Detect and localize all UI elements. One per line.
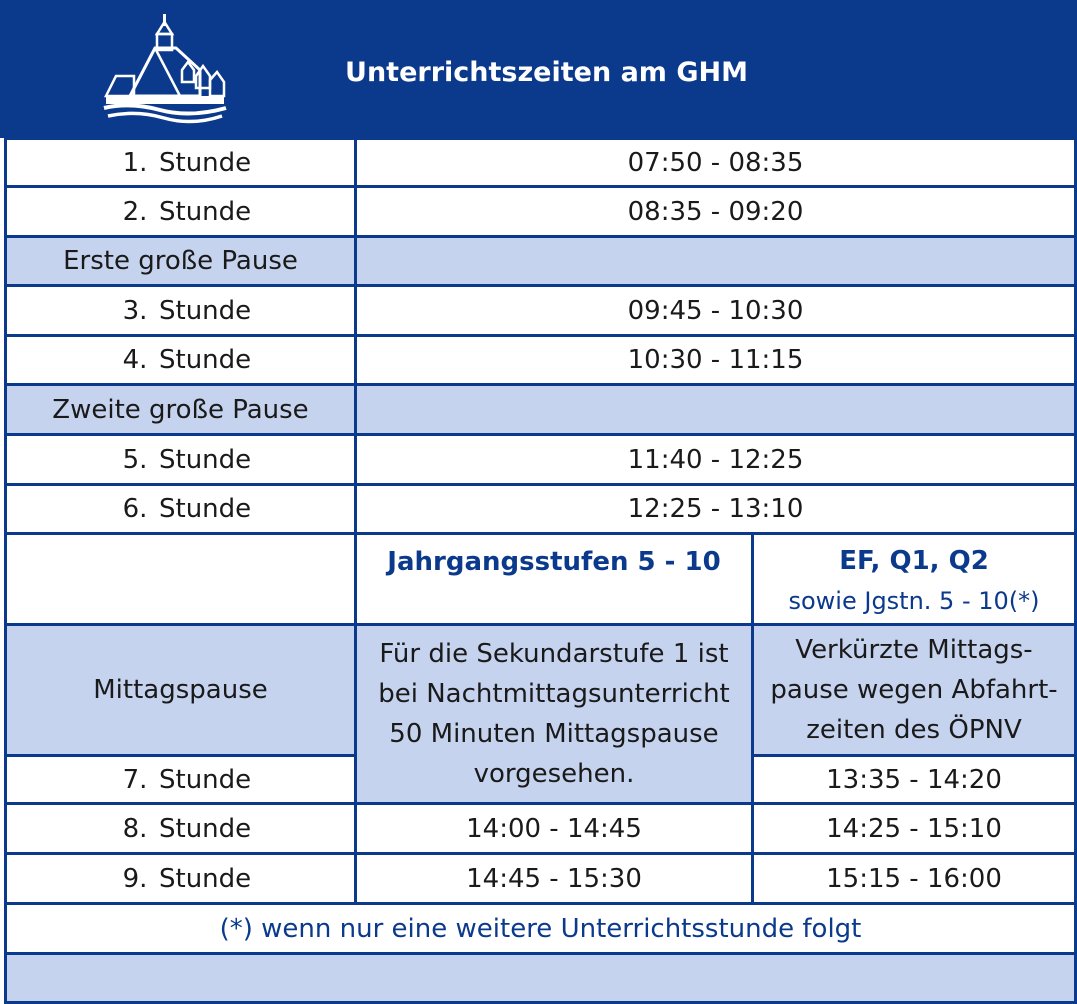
note-line: Verkürzte Mittags- [795, 635, 1033, 665]
period-2-label [4, 185, 357, 238]
period-7-sek2-time: 13:35 - 14:20 [751, 754, 1077, 805]
pause-2-label: Zweite große Pause [4, 383, 357, 436]
period-8-sek2-time: 14:25 - 15:10 [751, 802, 1077, 855]
period-word: Stunde [159, 196, 252, 227]
period-5-time: 11:40 - 12:25 [354, 433, 1077, 486]
period-word: Stunde [159, 444, 252, 475]
note-line: Für die Sekundarstufe 1 ist [379, 639, 729, 669]
note-line: zeiten des ÖPNV [806, 715, 1022, 745]
period-word: Stunde [159, 345, 252, 375]
period-1-label [4, 137, 357, 188]
period-6-label [4, 483, 357, 535]
column-header-sek1: Jahrgangsstufen 5 - 10 [354, 532, 754, 626]
lunch-break-label: Mittagspause [4, 623, 357, 757]
period-number: 9. [122, 863, 148, 894]
pause-1-blank [354, 235, 1077, 287]
note-line: vorgesehen. [473, 759, 635, 789]
period-9-sek1-time: 14:45 - 15:30 [354, 852, 754, 905]
note-line: pause wegen Abfahrt- [770, 675, 1058, 705]
period-word: Stunde [159, 813, 252, 844]
period-8-sek1-time: 14:00 - 14:45 [354, 802, 754, 855]
pause-2-blank [354, 383, 1077, 436]
note-line: 50 Minuten Mittagspause [389, 719, 719, 749]
footnote: (*) wenn nur eine weitere Unterrichtsstunde folgt [4, 902, 1077, 955]
period-number: 2. [122, 196, 148, 227]
period-9-sek2-time: 15:15 - 16:00 [751, 852, 1077, 905]
period-word: Stunde [159, 764, 252, 795]
column-header-sek2-title: EF, Q1, Q2 [839, 546, 989, 576]
period-word: Stunde [159, 863, 252, 894]
lunch-break-sek2-note [751, 623, 1077, 757]
period-2-time: 08:35 - 09:20 [354, 185, 1077, 238]
page-title: Unterrichtszeiten am GHM [345, 57, 748, 88]
period-number: 1. [122, 147, 148, 178]
period-7-label [4, 754, 357, 805]
period-8-label [4, 802, 357, 855]
period-word: Stunde [159, 494, 252, 524]
period-6-time: 12:25 - 13:10 [354, 483, 1077, 535]
period-5-label [4, 433, 357, 486]
period-word: Stunde [159, 295, 252, 326]
note-line: bei Nachtmittagsunterricht [378, 679, 730, 709]
period-1-time: 07:50 - 08:35 [354, 137, 1077, 188]
period-number: 5. [122, 444, 148, 475]
period-number: 6. [122, 494, 148, 524]
lunch-break-sek1-note [354, 623, 754, 805]
period-9-label [4, 852, 357, 905]
column-header-sek2 [751, 532, 1077, 626]
period-word: Stunde [159, 147, 252, 178]
pause-1-label: Erste große Pause [4, 235, 357, 287]
column-header-sek2-subtitle: sowie Jgstn. 5 - 10(*) [788, 587, 1040, 615]
period-number: 8. [122, 813, 148, 844]
footer-bar [4, 952, 1077, 1004]
period-number: 4. [122, 345, 148, 375]
period-4-time: 10:30 - 11:15 [354, 334, 1077, 386]
period-number: 7. [122, 764, 148, 795]
column-header-blank [4, 532, 357, 626]
period-3-label [4, 284, 357, 337]
period-3-time: 09:45 - 10:30 [354, 284, 1077, 337]
period-number: 3. [122, 295, 148, 326]
period-4-label [4, 334, 357, 386]
